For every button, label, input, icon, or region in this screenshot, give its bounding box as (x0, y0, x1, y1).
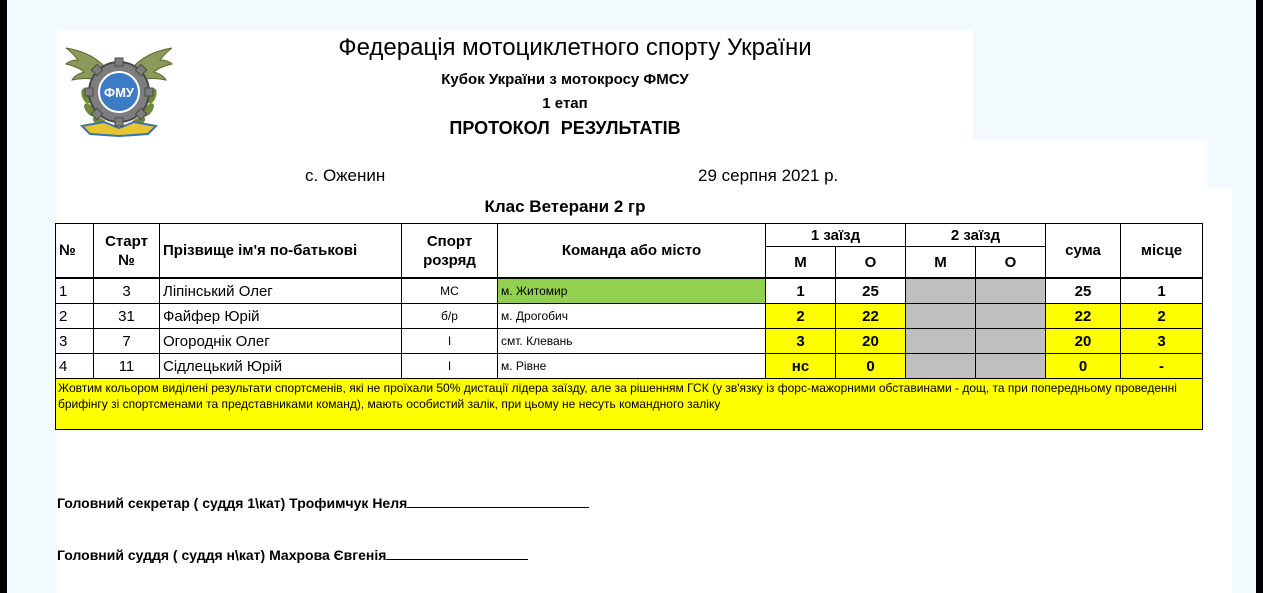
protocol-title: ПРОТОКОЛ РЕЗУЛЬТАТІВ (449, 118, 681, 138)
cell-race1-o: 20 (836, 329, 906, 354)
judge-signature (57, 545, 528, 563)
cell-sum: 22 (1046, 304, 1121, 329)
results-table (55, 223, 1203, 430)
header-rank-line1: Спорт (426, 232, 473, 250)
header-race2-o: О (976, 247, 1046, 279)
header-team: Команда або місто (498, 224, 766, 279)
secretary-label: Головний секретар ( суддя 1\кат) Трофимчук Неля (57, 495, 408, 511)
cell-start: 31 (94, 304, 160, 329)
federation-title: Федерація мотоциклетного спорту України (338, 34, 812, 61)
table-row (56, 304, 1203, 329)
cell-race2-m (906, 354, 976, 379)
cell-sum: 20 (1046, 329, 1121, 354)
cell-race1-o: 0 (836, 354, 906, 379)
cell-num: 4 (56, 354, 94, 379)
cell-team: смт. Клевань (498, 329, 766, 354)
header-start-line2: № (118, 251, 135, 269)
cell-place: - (1121, 354, 1203, 379)
header-sum: сума (1046, 224, 1121, 279)
cell-num: 2 (56, 304, 94, 329)
cell-race2-o (976, 304, 1046, 329)
header-race1-m: М (766, 247, 836, 279)
header-start (94, 224, 160, 279)
svg-text:ФМУ: ФМУ (103, 85, 135, 100)
table-note: Жовтим кольором виділені результати спортсменів, які не проїхали 50% дистації лідера заїзду, але за рішенням ГСК (у зв'язку із форс-мажорними обставинами - дощ, та при попередньому проведенні брифінгу зі спортсменами та представниками команд), мають особистий залік, при цьому не несуть командного заліку (56, 379, 1203, 430)
secretary-signature-line (407, 493, 589, 508)
cell-start: 7 (94, 329, 160, 354)
cell-start: 3 (94, 278, 160, 304)
cell-name: Ліпінський Олег (160, 278, 402, 304)
cell-team: м. Житомир (498, 278, 766, 304)
cell-race1-m: 2 (766, 304, 836, 329)
table-row (56, 278, 1203, 304)
cup-title: Кубок України з мотокросу ФМСУ (441, 71, 689, 88)
header-race1-o: О (836, 247, 906, 279)
cell-rank: б/р (402, 304, 498, 329)
class-title: Клас Ветерани 2 гр (484, 197, 646, 216)
header-race1: 1 заїзд (766, 224, 906, 247)
cell-race2-m (906, 329, 976, 354)
window-frame-right (1256, 0, 1263, 593)
header-start-line1: Старт (105, 232, 148, 250)
cell-team: м. Рівне (498, 354, 766, 379)
judge-label: Головний суддя ( суддя н\кат) Махрова Євгенія (57, 547, 387, 563)
cell-rank: МС (402, 278, 498, 304)
header-race2-m: М (906, 247, 976, 279)
cell-start: 11 (94, 354, 160, 379)
cell-name: Файфер Юрій (160, 304, 402, 329)
cell-num: 3 (56, 329, 94, 354)
header-name: Прізвище ім'я по-батькові (160, 224, 402, 279)
cell-place: 1 (1121, 278, 1203, 304)
cell-race2-o (976, 354, 1046, 379)
cell-race2-m (906, 304, 976, 329)
header-rank-line2: розряд (423, 251, 476, 269)
cell-rank: І (402, 354, 498, 379)
cell-race1-o: 22 (836, 304, 906, 329)
cell-race2-o (976, 329, 1046, 354)
header-num: № (56, 224, 94, 279)
header-rank (402, 224, 498, 279)
cell-num: 1 (56, 278, 94, 304)
cell-name: Сідлецький Юрій (160, 354, 402, 379)
stage-title: 1 етап (542, 95, 588, 112)
table-row (56, 354, 1203, 379)
cell-race2-o (976, 278, 1046, 304)
cell-name: Огороднік Олег (160, 329, 402, 354)
cell-race2-m (906, 278, 976, 304)
cell-race1-m: 3 (766, 329, 836, 354)
cell-team: м. Дрогобич (498, 304, 766, 329)
cell-rank: І (402, 329, 498, 354)
cell-place: 2 (1121, 304, 1203, 329)
table-note-row (56, 379, 1203, 430)
judge-signature-line (386, 545, 528, 560)
event-place: с. Оженин (305, 166, 386, 185)
window-frame-left (0, 0, 7, 593)
cell-race1-o: 25 (836, 278, 906, 304)
header-race2: 2 заїзд (906, 224, 1046, 247)
cell-place: 3 (1121, 329, 1203, 354)
cell-sum: 25 (1046, 278, 1121, 304)
header-place: місце (1121, 224, 1203, 279)
cell-sum: 0 (1046, 354, 1121, 379)
table-row (56, 329, 1203, 354)
event-date: 29 серпня 2021 р. (698, 166, 839, 185)
sheet-meta-area (57, 140, 1207, 188)
cell-race1-m: нс (766, 354, 836, 379)
secretary-signature (57, 493, 589, 511)
table-header-row (56, 224, 1203, 247)
cell-race1-m: 1 (766, 278, 836, 304)
